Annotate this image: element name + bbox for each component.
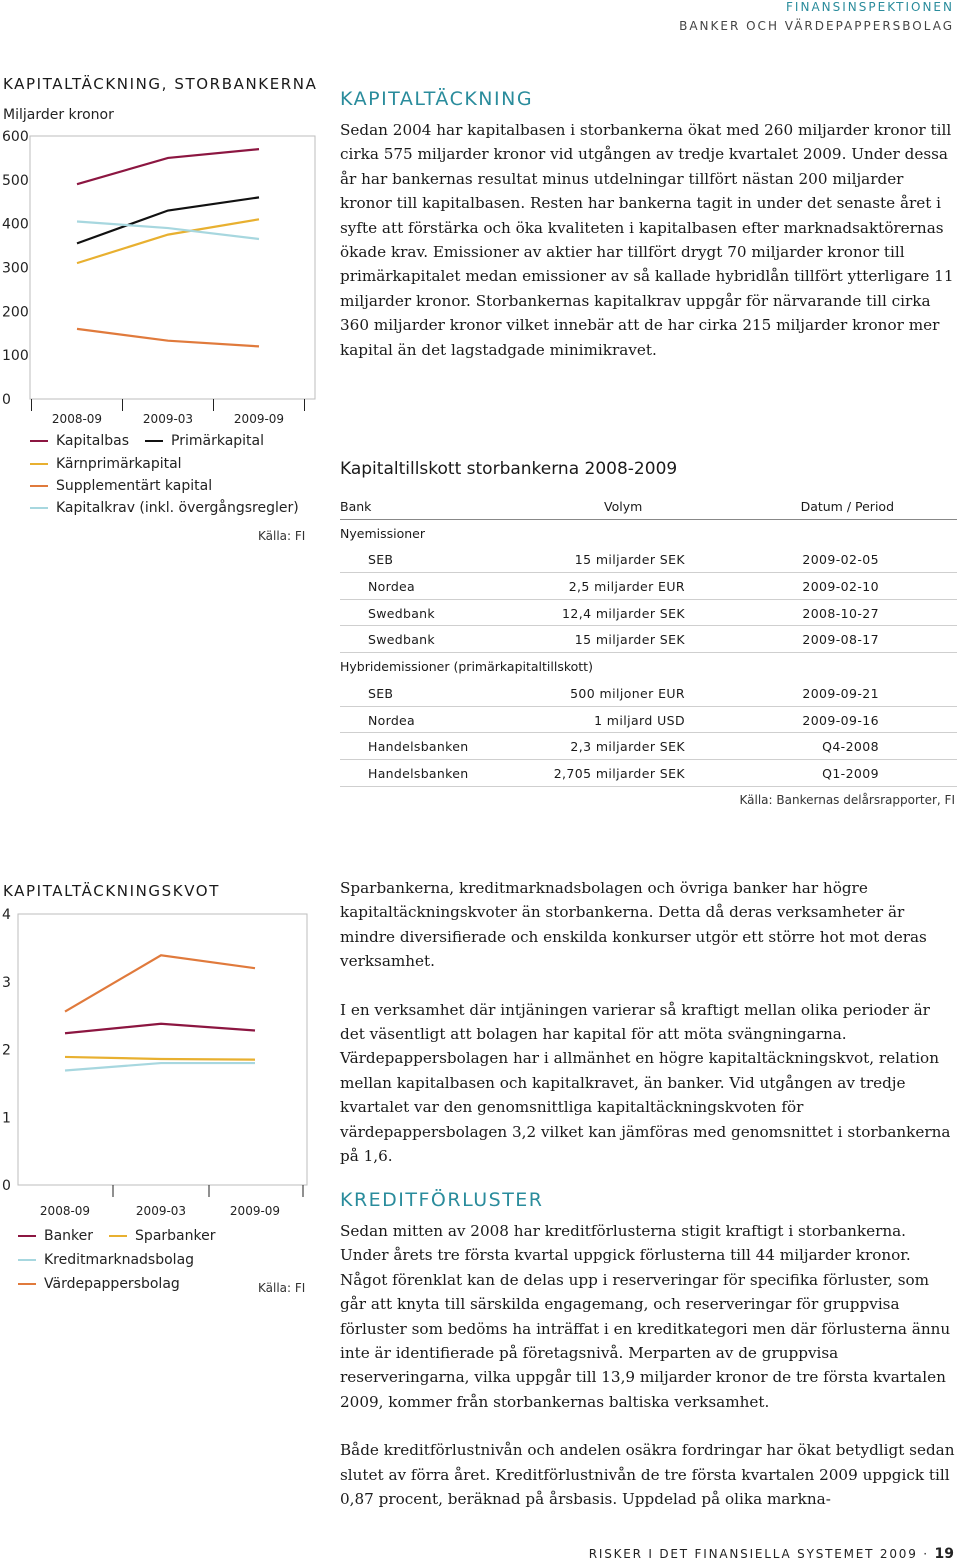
heading-kapitaltackning: KAPITALTÄCKNING xyxy=(340,88,534,110)
cell-bank: Nordea xyxy=(368,712,416,728)
x-tick-label: 2009-09 xyxy=(233,412,285,426)
cell-volume: 15 miljarder SEK xyxy=(574,552,685,568)
table-row xyxy=(340,733,957,760)
chart2-legend-row1 xyxy=(18,1228,231,1244)
paragraph: Både kreditförlustnivån och andelen osäkra fordringar har ökat betydligt sedan slutet av förra året. Kreditförlustnivån de tre första kvartalen 2009 uppgick till 0,87 procent, beräknad på årsbasis. Uppdelad på olika markna- xyxy=(340,1441,955,1509)
cell-volume: 2,705 miljarder SEK xyxy=(553,765,685,781)
cell-volume: 500 miljoner EUR xyxy=(570,685,685,701)
cell-bank: Nordea xyxy=(368,579,416,595)
y-tick-label: 0 xyxy=(2,1178,11,1194)
chart2-legend-row2 xyxy=(18,1252,210,1268)
legend-label: Sparbanker xyxy=(135,1228,216,1244)
cell-bank: Handelsbanken xyxy=(368,765,469,781)
cell-volume: 15 miljarder SEK xyxy=(574,632,685,648)
kreditforluster-text xyxy=(340,1219,956,1535)
paragraph: I en verksamhet där intjäningen varierar så kraftigt mellan olika perioder är det väsentligt att bolagen har kapital för att möta svängningarna. Värdepappersbolagen har i allmänhet en högre kapitaltäckningskvot, relation mellan kapitalbasen och kapitalkravet, än banker. Vid utgången av tredje kvartalet var den genomsnittliga kapitaltäckningskvoten för värdepappersbolagen 3,2 vilket kan jämföras med genomsnittet i storbankerna på 1,6. xyxy=(340,1000,951,1166)
group-label: Hybridemissioner (primärkapitaltillskott) xyxy=(340,659,593,675)
page-number: 19 xyxy=(934,1546,954,1562)
chart2-source: Källa: FI xyxy=(258,1281,306,1295)
table-group-row xyxy=(340,520,957,547)
table-group-row xyxy=(340,653,957,680)
chart2-plot xyxy=(0,0,330,1230)
y-tick-label: 600 xyxy=(2,129,29,145)
section-name: BANKER OCH VÄRDEPAPPERSBOLAG xyxy=(679,19,954,33)
paragraph: Sedan 2004 har kapitalbasen i storbankerna ökat med 260 miljarder kronor till cirka 575 miljarder kronor vid utgången av tredje kvartalet 2009. Under dessa år har bankernas resultat minus utdelningar tillfört nästan 200 miljarder kronor till kapitalbasen. Resten har bankerna tagit in under det senaste året i syfte att förstärka och öka kvaliteten i kapitalbasen efter marknadsaktörernas ökade krav. Emissioner av aktier har tillfört drygt 70 miljarder kronor till primärkapitalet medan emissioner av så kallade hybridlån tillfört ytterligare 11 miljarder kronor. Storbankernas kapitalkrav uppgår för närvarande till cirka 360 miljarder kronor vilket innebär att de har cirka 215 miljarder kronor mer kapital än det lagstadgade minimikravet. xyxy=(340,121,954,359)
group-label: Nyemissioner xyxy=(340,525,425,541)
y-tick-label: 200 xyxy=(2,304,29,321)
cell-date: 2009-08-17 xyxy=(802,632,879,648)
y-tick-label: 400 xyxy=(2,216,29,233)
cell-date: 2009-09-21 xyxy=(802,685,879,701)
legend-item-vardepappersbolag xyxy=(18,1276,180,1292)
y-tick-label: 300 xyxy=(2,260,29,277)
kapitaltackning-text xyxy=(340,118,956,386)
cell-bank: SEB xyxy=(368,685,394,701)
cell-volume: 12,4 miljarder SEK xyxy=(562,605,685,621)
y-tick-label: 1 xyxy=(2,1110,11,1127)
table-row xyxy=(340,707,957,734)
chart1-title: KAPITALTÄCKNING, STORBANKERNA xyxy=(3,75,318,93)
x-tick-label: 2009-09 xyxy=(229,1204,281,1218)
legend-label: Värdepappersbolag xyxy=(44,1276,180,1292)
y-tick-label: 500 xyxy=(2,172,29,189)
x-tick-label: 2009-03 xyxy=(142,412,194,426)
cell-volume: 2,5 miljarder EUR xyxy=(568,579,685,595)
y-tick-label: 3 xyxy=(2,974,11,991)
heading-kreditforluster: KREDITFÖRLUSTER xyxy=(340,1189,544,1211)
legend-item-sparbanker xyxy=(109,1228,215,1244)
cell-bank: Swedbank xyxy=(368,605,435,621)
chart2-legend-row3 xyxy=(18,1276,196,1292)
chart2-title: KAPITALTÄCKNINGSKVOT xyxy=(3,882,220,900)
y-tick-label: 100 xyxy=(2,348,29,365)
cell-date: 2009-02-10 xyxy=(802,579,879,595)
cell-date: 2009-09-16 xyxy=(802,712,879,728)
x-tick-label: 2009-03 xyxy=(135,1204,187,1218)
cell-bank: Swedbank xyxy=(368,632,435,648)
series-line-värdepappersbolag xyxy=(65,955,255,1011)
table-row xyxy=(340,600,957,627)
cell-volume: 1 miljard USD xyxy=(594,712,685,728)
capital-injection-table xyxy=(340,493,957,787)
legend-label: Kapitalkrav (inkl. övergångsregler) xyxy=(56,500,299,516)
table-row xyxy=(340,626,957,653)
paragraph: Sparbankerna, kreditmarknadsbolagen och övriga banker har högre kapitaltäckningskvoter än storbankerna. Detta då deras verksamheter är mindre diversifierade och enskilda konkurser utgör ett större hot mot deras verksamhet. xyxy=(340,879,927,971)
header-date: Datum / Period xyxy=(800,499,894,514)
x-tick-label: 2008-09 xyxy=(51,412,103,426)
legend-label: Supplementärt kapital xyxy=(56,478,213,494)
header-volume: Volym xyxy=(604,499,643,514)
cell-volume: 2,3 miljarder SEK xyxy=(570,739,685,755)
legend-label: Kapitalbas xyxy=(56,433,130,449)
legend-item-kreditmarknadsbolag xyxy=(18,1252,194,1268)
cell-date: 2009-02-05 xyxy=(802,552,879,568)
cell-date: Q4-2008 xyxy=(822,739,879,755)
cell-date: Q1-2009 xyxy=(822,765,879,781)
table-row xyxy=(340,546,957,573)
footer-text: RISKER I DET FINANSIELLA SYSTEMET 2009 · xyxy=(588,1547,929,1561)
chart1-unit: Miljarder kronor xyxy=(3,107,114,123)
table-row xyxy=(340,573,957,600)
table-title: Kapitaltillskott storbankerna 2008-2009 xyxy=(340,459,678,479)
table-source: Källa: Bankernas delårsrapporter, FI xyxy=(739,793,955,807)
publisher-name: FINANSINSPEKTIONEN xyxy=(786,0,954,14)
table-row xyxy=(340,760,957,787)
page-footer xyxy=(589,1546,954,1562)
cell-date: 2008-10-27 xyxy=(802,605,879,621)
legend-label: Kreditmarknadsbolag xyxy=(44,1252,195,1268)
series-line-sparbanker xyxy=(65,1057,255,1060)
header-bank: Bank xyxy=(340,499,372,514)
legend-item-banker xyxy=(18,1228,93,1244)
series-line-kreditmarknadsbolag xyxy=(65,1063,255,1070)
paragraph: Sedan mitten av 2008 har kreditförlusterna stigit kraftigt i storbankerna. Under årets tre första kvartal uppgick förlusterna till 44 miljarder kronor. Något förenklat kan de delas upp i reserveringar för specifika förluster, som går att knyta till särskilda engagemang, och reserveringar för gruppvisa förluster som bedöms ha inträffat i en kreditkategori men där förlusterna ännu inte är identifierade på företagsnivå. Merparten av de gruppvisa reserveringarna, vilka uppgår till 13,9 miljarder kronor de tre första kvartalen 2009, kommer från storbankernas baltiska verksamhet. xyxy=(340,1222,951,1411)
cell-bank: Handelsbanken xyxy=(368,739,469,755)
chart1-source: Källa: FI xyxy=(258,529,306,543)
series-line-banker xyxy=(65,1024,255,1033)
x-tick-label: 2008-09 xyxy=(39,1204,91,1218)
table-header-row xyxy=(340,493,957,520)
cell-bank: SEB xyxy=(368,552,394,568)
table-row xyxy=(340,680,957,707)
legend-label: Primärkapital xyxy=(171,433,265,449)
legend-label: Banker xyxy=(44,1228,94,1244)
legend-label: Kärnprimärkapital xyxy=(56,456,182,472)
sparbanker-text xyxy=(340,876,956,1192)
y-tick-label: 4 xyxy=(2,907,11,923)
y-tick-label: 2 xyxy=(2,1042,11,1059)
y-tick-label: 0 xyxy=(2,392,11,408)
